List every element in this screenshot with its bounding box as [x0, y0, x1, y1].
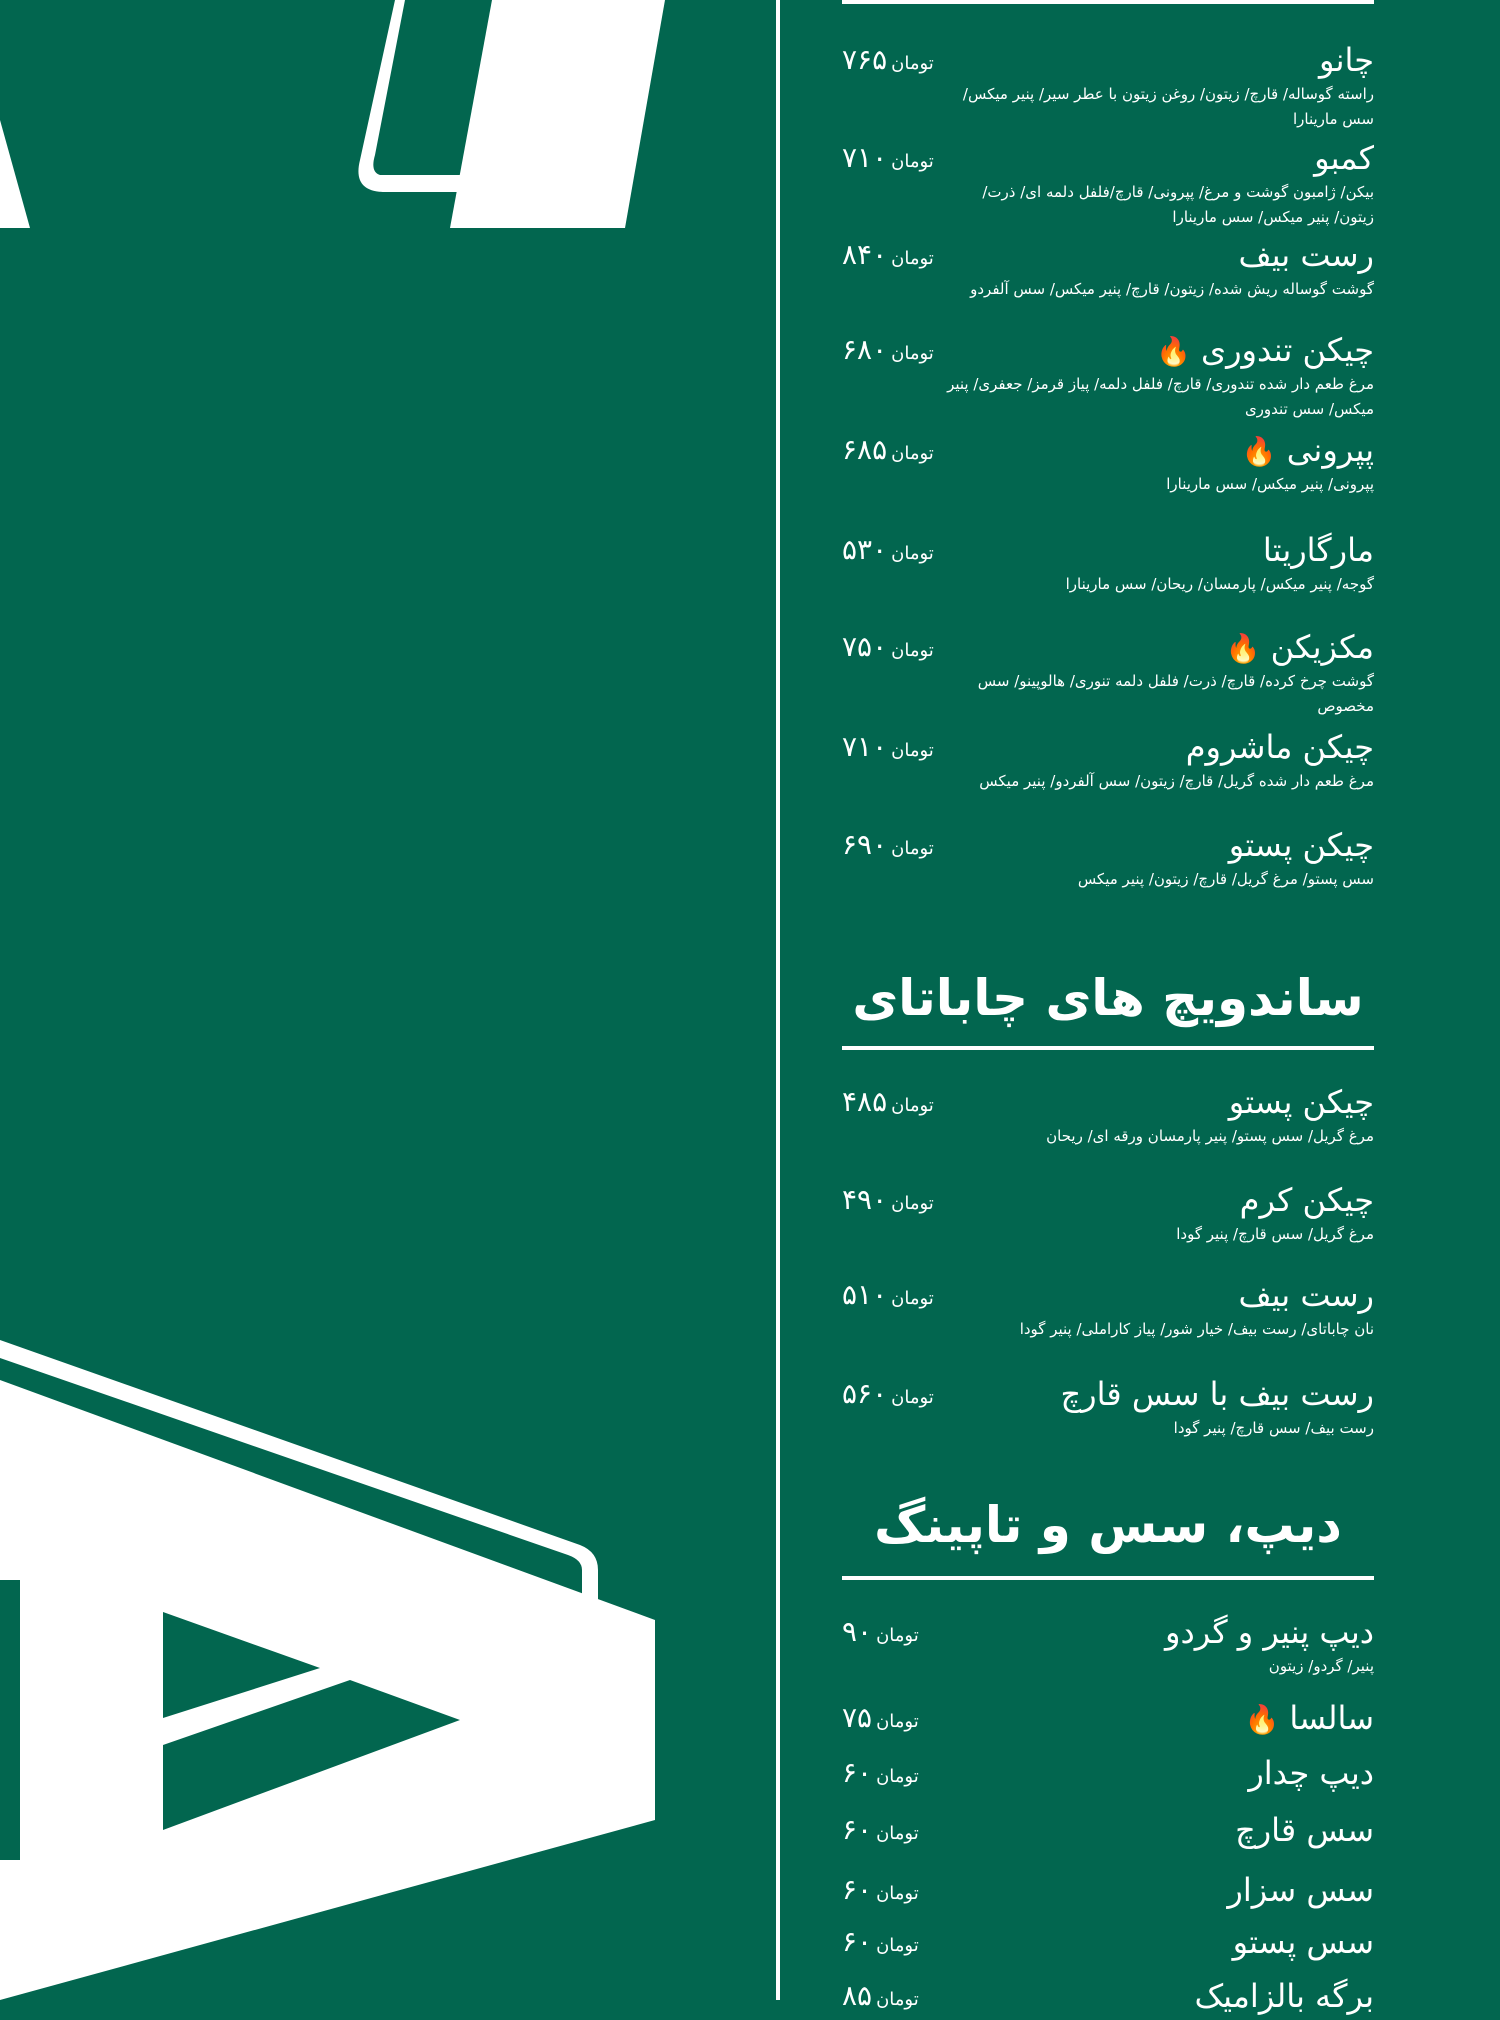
- fire-icon: 🔥: [1241, 435, 1277, 468]
- item-price-currency: تومان: [891, 640, 934, 661]
- item-description: گوجه/ پنیر میکس/ پارمسان/ ریحان/ سس مارینارا: [1065, 575, 1374, 593]
- item-price: [842, 1082, 934, 1126]
- item-price: [842, 627, 934, 671]
- item-name: [1233, 1922, 1374, 1962]
- section-rule: [842, 1576, 1374, 1580]
- item-description: گوشت چرخ کرده/ قارچ/ ذرت/ فلفل دلمه تنوری/ هالوپینو/ سس مخصوص: [977, 672, 1374, 715]
- vertical-divider: [776, 0, 780, 2000]
- item-price-value: ۶۰: [842, 1925, 873, 1958]
- item-price-currency: تومان: [891, 443, 934, 464]
- item-price: [842, 530, 934, 574]
- item-price-value: ۸۴۰: [842, 238, 888, 271]
- logo-top-shape: [0, 120, 30, 228]
- item-price-currency: تومان: [876, 1935, 919, 1956]
- item-name-text: دیپ چدار: [1248, 1754, 1374, 1792]
- item-name-text: چیکن پستو: [1228, 1083, 1374, 1121]
- item-price-value: ۴۸۵: [842, 1085, 888, 1118]
- item-price: [842, 825, 934, 869]
- item-price-currency: تومان: [891, 1288, 934, 1309]
- item-name: [1245, 1698, 1374, 1740]
- item-description: بیکن/ ژامبون گوشت و مرغ/ پپرونی/ قارچ/فلفل دلمه ای/ ذرت/ زیتون/ پنیر میکس/ سس مارینارا: [982, 183, 1374, 226]
- item-name: [1156, 330, 1374, 372]
- item-description: مرغ طعم دار شده تندوری/ قارچ/ فلفل دلمه/ پیاز قرمز/ جعفری/ پنیر میکس/ سس تندوری: [947, 375, 1374, 418]
- item-price: [842, 330, 934, 374]
- section-title: ساندویچ های چاباتای: [852, 969, 1364, 1027]
- item-description: نان چاباتای/ رست بیف/ خیار شور/ پیاز کاراملی/ پنیر گودا: [1019, 1320, 1374, 1338]
- item-price-currency: تومان: [891, 543, 934, 564]
- item-name-text: سس قارچ: [1235, 1811, 1374, 1849]
- item-name-text: سس سزار: [1227, 1871, 1374, 1909]
- item-price-value: ۷۱۰: [842, 730, 888, 763]
- fire-icon: 🔥: [1156, 335, 1192, 368]
- item-description: راسته گوساله/ قارچ/ زیتون/ روغن زیتون با عطر سیر/ پنیر میکس/ سس مارینارا: [962, 85, 1374, 128]
- item-price: [842, 1753, 919, 1797]
- item-price-currency: تومان: [876, 1823, 919, 1844]
- item-price: [842, 1870, 919, 1914]
- item-price-currency: تومان: [891, 53, 934, 74]
- section-rule-top: [842, 0, 1374, 4]
- item-price-value: ۶۹۰: [842, 828, 888, 861]
- logo-top-bar: [450, 0, 665, 228]
- item-price: [842, 1180, 934, 1224]
- item-name-text: کمبو: [1314, 139, 1374, 177]
- item-name: [1314, 138, 1374, 178]
- item-description: گوشت گوساله ریش شده/ زیتون/ قارچ/ پنیر میکس/ سس آلفردو: [970, 280, 1374, 298]
- item-name-text: رست بیف: [1238, 236, 1374, 274]
- item-price-currency: تومان: [891, 1095, 934, 1116]
- item-price-value: ۴۹۰: [842, 1183, 888, 1216]
- item-name: [1248, 1753, 1374, 1793]
- item-name: [1319, 40, 1374, 80]
- menu-column: [842, 0, 1374, 2015]
- item-price-currency: تومان: [876, 1989, 919, 2010]
- item-price-currency: تومان: [891, 151, 934, 172]
- section-rule: [842, 1046, 1374, 1050]
- item-price: [842, 430, 934, 474]
- item-price-value: ۶۸۰: [842, 333, 888, 366]
- item-name: [1227, 1870, 1374, 1910]
- item-price-currency: تومان: [891, 1387, 934, 1408]
- item-name: [1242, 430, 1374, 472]
- item-price: [842, 235, 934, 279]
- item-price-currency: تومان: [876, 1711, 919, 1732]
- item-price-value: ۵۶۰: [842, 1377, 888, 1410]
- item-description: رست بیف/ سس قارچ/ پنیر گودا: [1173, 1419, 1374, 1437]
- item-name-text: مکزیکن: [1270, 628, 1374, 666]
- item-price: [842, 40, 934, 84]
- item-price: [842, 727, 934, 771]
- item-name: [1238, 1275, 1374, 1315]
- item-description: مرغ گریل/ سس پستو/ پنیر پارمسان ورقه ای/ ریحان: [1046, 1127, 1374, 1145]
- item-price-currency: تومان: [876, 1883, 919, 1904]
- item-price-value: ۵۳۰: [842, 533, 888, 566]
- item-name: [1226, 627, 1374, 669]
- item-name: [1240, 1180, 1374, 1220]
- section-title: دیپ، سس و تاپینگ: [874, 1496, 1342, 1554]
- item-name-text: پپرونی: [1286, 431, 1374, 469]
- item-price-value: ۸۵: [842, 1979, 873, 2012]
- item-name: [1238, 235, 1374, 275]
- item-price: [842, 1810, 919, 1854]
- item-price-currency: تومان: [891, 1193, 934, 1214]
- item-price: [842, 1976, 919, 2020]
- logo-top-hook: [358, 0, 470, 192]
- item-price: [842, 1612, 919, 1656]
- item-price-currency: تومان: [891, 740, 934, 761]
- item-name-text: رست بیف: [1238, 1276, 1374, 1314]
- item-name-text: برگه بالزامیک: [1194, 1977, 1374, 2015]
- item-price-value: ۶۰: [842, 1813, 873, 1846]
- item-description: مرغ گریل/ سس قارچ/ پنیر گودا: [1176, 1225, 1374, 1243]
- item-price-value: ۷۵۰: [842, 630, 888, 663]
- item-name-text: رست بیف با سس قارچ: [1060, 1375, 1374, 1413]
- item-name-text: چیکن تندوری: [1201, 331, 1374, 369]
- item-price-value: ۷۵: [842, 1701, 873, 1734]
- item-price-currency: تومان: [891, 343, 934, 364]
- item-name-text: مارگاریتا: [1262, 531, 1374, 569]
- item-name: [1165, 1612, 1374, 1652]
- item-name: [1194, 1976, 1374, 2016]
- item-name-text: چیکن پستو: [1228, 826, 1374, 864]
- item-description: پپرونی/ پنیر میکس/ سس مارینارا: [1166, 475, 1374, 493]
- item-price: [842, 1698, 919, 1742]
- item-price-value: ۶۰: [842, 1873, 873, 1906]
- item-name: [1235, 1810, 1374, 1850]
- item-name: [1263, 530, 1374, 570]
- item-price-value: ۷۱۰: [842, 141, 888, 174]
- item-price-value: ۷۶۵: [842, 43, 888, 76]
- logo-bottom-notch: [0, 1580, 20, 1860]
- item-price-currency: تومان: [891, 248, 934, 269]
- item-description: مرغ طعم دار شده گریل/ قارچ/ زیتون/ سس آلفردو/ پنیر میکس: [979, 772, 1374, 790]
- item-description: پنیر/ گردو/ زیتون: [1268, 1657, 1374, 1675]
- fire-icon: 🔥: [1244, 1703, 1280, 1736]
- item-name-text: سالسا: [1289, 1699, 1374, 1737]
- item-price-value: ۵۱۰: [842, 1278, 888, 1311]
- item-price-value: ۶۰: [842, 1756, 873, 1789]
- item-price-currency: تومان: [891, 838, 934, 859]
- item-price: [842, 1922, 919, 1966]
- item-name: [1229, 1082, 1374, 1122]
- item-name-text: دیپ پنیر و گردو: [1164, 1613, 1374, 1651]
- item-description: سس پستو/ مرغ گریل/ قارچ/ زیتون/ پنیر میکس: [1077, 870, 1374, 888]
- item-name: [1186, 727, 1374, 767]
- item-price-currency: تومان: [876, 1766, 919, 1787]
- item-name: [1061, 1374, 1374, 1414]
- item-name-text: چانو: [1319, 41, 1374, 79]
- item-name-text: چیکن کرم: [1239, 1181, 1374, 1219]
- item-name-text: سس پستو: [1232, 1923, 1374, 1961]
- item-price: [842, 1374, 934, 1418]
- item-price-value: ۹۰: [842, 1615, 873, 1648]
- item-price-value: ۶۸۵: [842, 433, 888, 466]
- fire-icon: 🔥: [1225, 632, 1261, 665]
- item-name-text: چیکن ماشروم: [1185, 728, 1374, 766]
- item-price-currency: تومان: [876, 1625, 919, 1646]
- item-price: [842, 1275, 934, 1319]
- item-name: [1229, 825, 1374, 865]
- item-price: [842, 138, 934, 182]
